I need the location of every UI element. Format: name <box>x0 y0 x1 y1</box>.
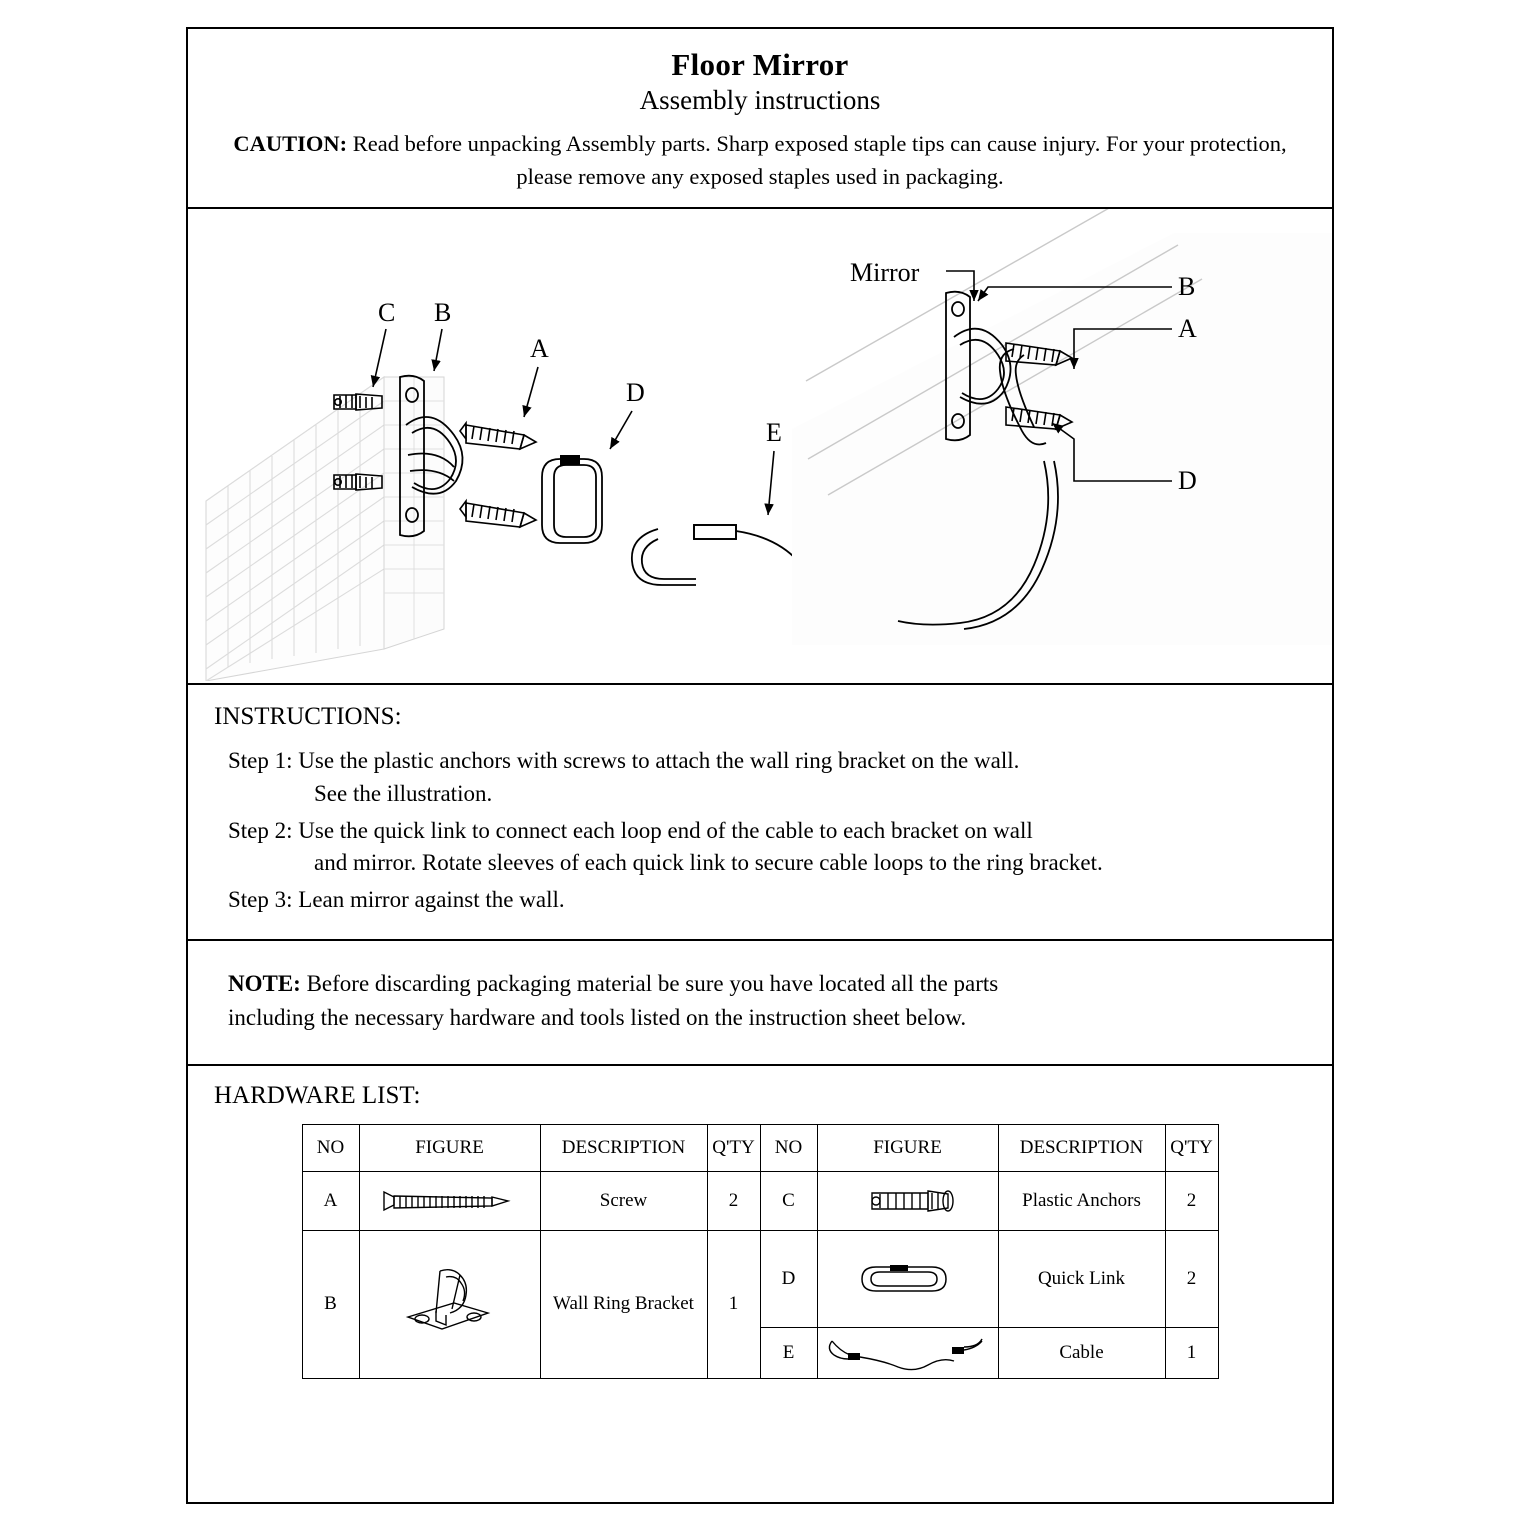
step-2-line-2: and mirror. Rotate sleeves of each quick link to secure cable loops to the ring bracket. <box>314 850 1103 876</box>
illustration-drawing <box>188 209 1332 681</box>
row-a-qty: 2 <box>707 1171 760 1230</box>
note-label: NOTE: <box>228 970 301 996</box>
label-a-right: A <box>1178 314 1197 344</box>
caution-label: CAUTION: <box>233 131 348 156</box>
header-desc-left: DESCRIPTION <box>540 1124 707 1171</box>
screws-left-graphic <box>460 423 536 527</box>
row-b-description: Wall Ring Bracket <box>540 1230 707 1378</box>
plastic-anchor-figure <box>817 1171 998 1230</box>
label-b-left: B <box>434 298 452 328</box>
hardware-table <box>302 1124 1219 1379</box>
label-mirror: Mirror <box>850 258 920 288</box>
hardware-section <box>188 1066 1332 1389</box>
row-b-qty: 1 <box>707 1230 760 1378</box>
table-header-row <box>302 1124 1218 1171</box>
note-line-1: Before discarding packaging material be sure you have located all the parts <box>300 970 999 996</box>
caution-text <box>198 128 1322 193</box>
instructions-section <box>188 685 1332 940</box>
row-a-no: A <box>302 1171 359 1230</box>
row-c-no: C <box>760 1171 817 1230</box>
step-1-line-2: See the illustration. <box>314 780 493 806</box>
caution-body: Read before unpacking Assembly parts. Sharp exposed staple tips can cause injury. For your protection, please remove any exposed staples used in packaging. <box>347 131 1287 189</box>
header-figure-right: FIGURE <box>817 1124 998 1171</box>
row-e-no: E <box>760 1327 817 1378</box>
row-c-qty: 2 <box>1165 1171 1218 1230</box>
screw-figure <box>359 1171 540 1230</box>
label-b-right: B <box>1178 272 1196 302</box>
instructions-heading: INSTRUCTIONS: <box>214 703 402 731</box>
note-text <box>228 967 1314 1036</box>
cable-figure <box>817 1327 998 1378</box>
header-desc-right: DESCRIPTION <box>998 1124 1165 1171</box>
header-figure-left: FIGURE <box>359 1124 540 1171</box>
header-qty-left: Q'TY <box>707 1124 760 1171</box>
table-row <box>302 1171 1218 1230</box>
row-a-description: Screw <box>540 1171 707 1230</box>
header-no-left: NO <box>302 1124 359 1171</box>
step-1-line-1: Step 1: Use the plastic anchors with screws to attach the wall ring bracket on the wall. <box>228 748 1020 774</box>
row-d-description: Quick Link <box>998 1230 1165 1327</box>
note-section <box>188 941 1332 1066</box>
label-c: C <box>378 298 396 328</box>
instruction-sheet <box>186 27 1334 1504</box>
label-e: E <box>766 418 782 448</box>
table-row <box>302 1230 1218 1327</box>
header-no-right: NO <box>760 1124 817 1171</box>
header-section <box>188 29 1332 209</box>
row-b-no: B <box>302 1230 359 1378</box>
instruction-step-2 <box>228 815 1314 880</box>
label-a-left: A <box>530 334 549 364</box>
row-d-qty: 2 <box>1165 1230 1218 1327</box>
row-e-description: Cable <box>998 1327 1165 1378</box>
row-d-no: D <box>760 1230 817 1327</box>
page-subtitle: Assembly instructions <box>639 85 881 115</box>
instruction-step-1 <box>228 745 1314 810</box>
instruction-step-3 <box>228 884 1314 917</box>
step-3-line-1: Step 3: Lean mirror against the wall. <box>228 886 565 912</box>
row-e-qty: 1 <box>1165 1327 1218 1378</box>
quick-link-figure <box>817 1230 998 1327</box>
note-line-2: including the necessary hardware and tools listed on the instruction sheet below. <box>228 1005 967 1031</box>
page-title: Floor Mirror <box>671 47 849 82</box>
label-d-right: D <box>1178 466 1197 496</box>
quick-link-left-graphic <box>542 455 602 543</box>
wall-ring-bracket-figure <box>359 1230 540 1378</box>
row-c-description: Plastic Anchors <box>998 1171 1165 1230</box>
step-2-line-1: Step 2: Use the quick link to connect each loop end of the cable to each bracket on wall <box>228 817 1033 843</box>
hardware-heading: HARDWARE LIST: <box>214 1081 421 1109</box>
header-qty-right: Q'TY <box>1165 1124 1218 1171</box>
label-d-left: D <box>626 378 645 408</box>
assembly-illustration <box>188 209 1332 685</box>
